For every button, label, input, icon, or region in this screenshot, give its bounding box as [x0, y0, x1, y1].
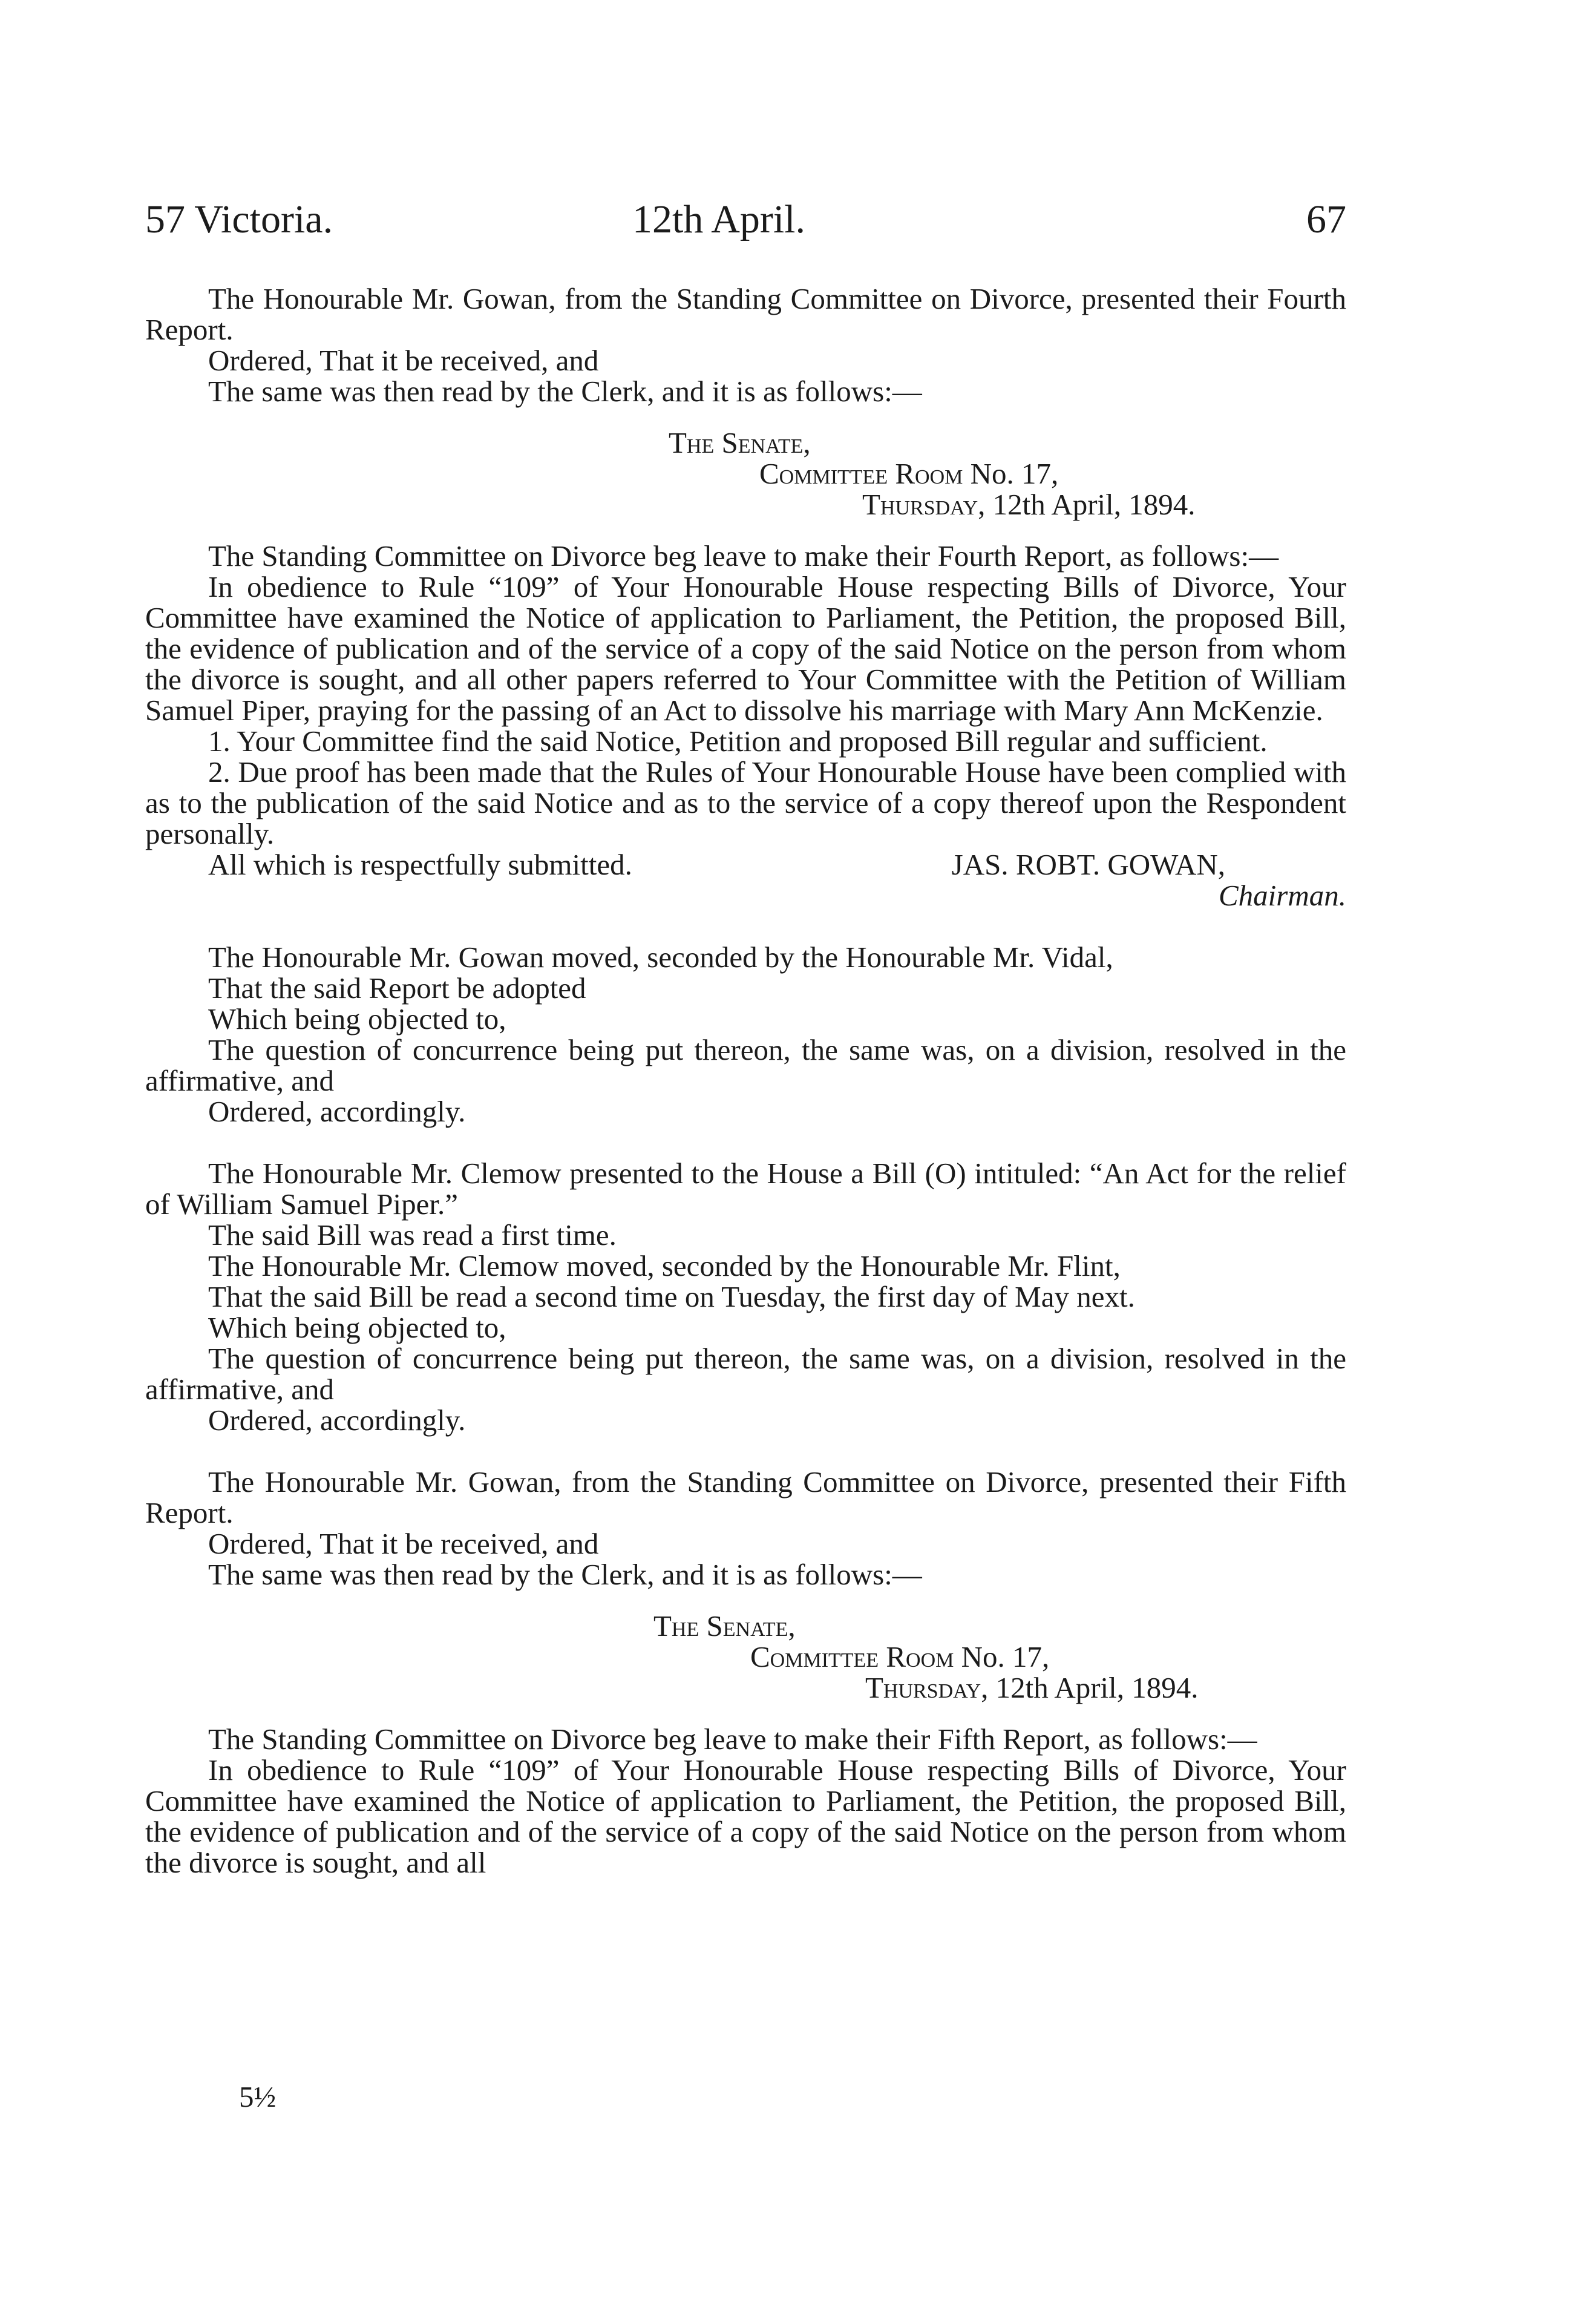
- motion1-objected: Which being objected to,: [208, 1002, 506, 1036]
- motion1-ordered: Ordered, accordingly.: [208, 1095, 466, 1128]
- report2-day: Thursday,: [865, 1671, 989, 1704]
- report1-day: Thursday,: [862, 488, 986, 521]
- report1-senate: The Senate,: [669, 426, 811, 459]
- journal-body: [145, 283, 1346, 1878]
- bill-presented: The Honourable Mr. Clemow presented to the House a Bill (O) intituled: “An Act for the relief of William Samuel Piper.”: [145, 1157, 1346, 1221]
- report1-date: 12th April, 1894.: [992, 488, 1196, 521]
- report2-senate-heading: [145, 1610, 1346, 1641]
- bill-moved: The Honourable Mr. Clemow moved, seconded by the Honourable Mr. Flint,: [208, 1249, 1121, 1282]
- report1-finding-2: 2. Due proof has been made that the Rules of Your Honourable House have been complied with as to the publication of the said Notice and as to the service of a copy thereof upon the Respondent personally.: [145, 755, 1346, 850]
- report2-date: 12th April, 1894.: [995, 1671, 1199, 1704]
- bill-question: The question of concurrence being put thereon, the same was, on a division, resolved in the affirmative, and: [145, 1342, 1346, 1406]
- report2-paragraph: In obedience to Rule “109” of Your Honourable House respecting Bills of Divorce, Your Committee have examined the Notice of application to Parliament, the Petition, the proposed Bill, the evidence of publication and of the service of a copy of the said Notice on the person from whom the divorce is sought, and all: [145, 1753, 1346, 1879]
- report1-room-label: Committee Room: [759, 457, 963, 490]
- report1-chairman: Chairman.: [1218, 879, 1346, 912]
- report2-intro: The Standing Committee on Divorce beg leave to make their Fifth Report, as follows:—: [208, 1722, 1257, 1756]
- entry2-ordered: Ordered, That it be received, and: [208, 1527, 599, 1560]
- page-number: 67: [1306, 197, 1346, 241]
- bill-second-reading: That the said Bill be read a second time on Tuesday, the first day of May next.: [208, 1280, 1135, 1313]
- entry1-read: The same was then read by the Clerk, and it is as follows:—: [208, 375, 922, 408]
- entry2-presentation: The Honourable Mr. Gowan, from the Standing Committee on Divorce, presented their Fifth Report.: [145, 1465, 1346, 1529]
- header-date: 12th April.: [632, 197, 806, 241]
- report1-signature-line: [145, 849, 1346, 880]
- entry2-read: The same was then read by the Clerk, and it is as follows:—: [208, 1558, 922, 1591]
- report1-room-line: [145, 458, 1346, 489]
- motion1-that: That the said Report be adopted: [208, 971, 586, 1005]
- motion1-moved: The Honourable Mr. Gowan moved, seconded by the Honourable Mr. Vidal,: [208, 940, 1113, 974]
- bill-objected: Which being objected to,: [208, 1311, 506, 1344]
- report1-finding-1: 1. Your Committee find the said Notice, Petition and proposed Bill regular and sufficient.: [208, 724, 1268, 758]
- report1-signatory: JAS. ROBT. GOWAN,: [951, 848, 1225, 881]
- motion1-question: The question of concurrence being put thereon, the same was, on a division, resolved in the affirmative, and: [145, 1033, 1346, 1097]
- bill-ordered: Ordered, accordingly.: [208, 1403, 466, 1437]
- report1-senate-heading: [145, 427, 1346, 458]
- bill-first-reading: The said Bill was read a first time.: [208, 1218, 617, 1252]
- report1-paragraph: In obedience to Rule “109” of Your Honourable House respecting Bills of Divorce, Your Committee have examined the Notice of application to Parliament, the Petition, the proposed Bill, the evidence of publication and of the service of a copy of the said Notice on the person from whom the divorce is sought, and all other papers referred to Your Committee with the Petition of William Samuel Piper, praying for the passing of an Act to dissolve his marriage with Mary Ann McKenzie.: [145, 570, 1346, 727]
- header-session: 57 Victoria.: [145, 197, 333, 241]
- report2-room-label: Committee Room: [750, 1640, 954, 1673]
- report1-room-no: No. 17,: [970, 457, 1059, 490]
- report1-intro: The Standing Committee on Divorce beg leave to make their Fourth Report, as follows:—: [208, 539, 1279, 573]
- entry1-presentation: The Honourable Mr. Gowan, from the Standing Committee on Divorce, presented their Fourth Report.: [145, 282, 1346, 346]
- signature-mark: 5½: [239, 2080, 277, 2113]
- report2-senate: The Senate,: [653, 1609, 796, 1643]
- entry1-ordered: Ordered, That it be received, and: [208, 344, 599, 377]
- report1-closing: All which is respectfully submitted.: [208, 848, 632, 881]
- report2-date-line: [145, 1672, 1346, 1703]
- report2-room-no: No. 17,: [961, 1640, 1050, 1673]
- page-header: [145, 192, 1346, 247]
- report1-date-line: [145, 489, 1346, 520]
- report2-room-line: [145, 1641, 1346, 1672]
